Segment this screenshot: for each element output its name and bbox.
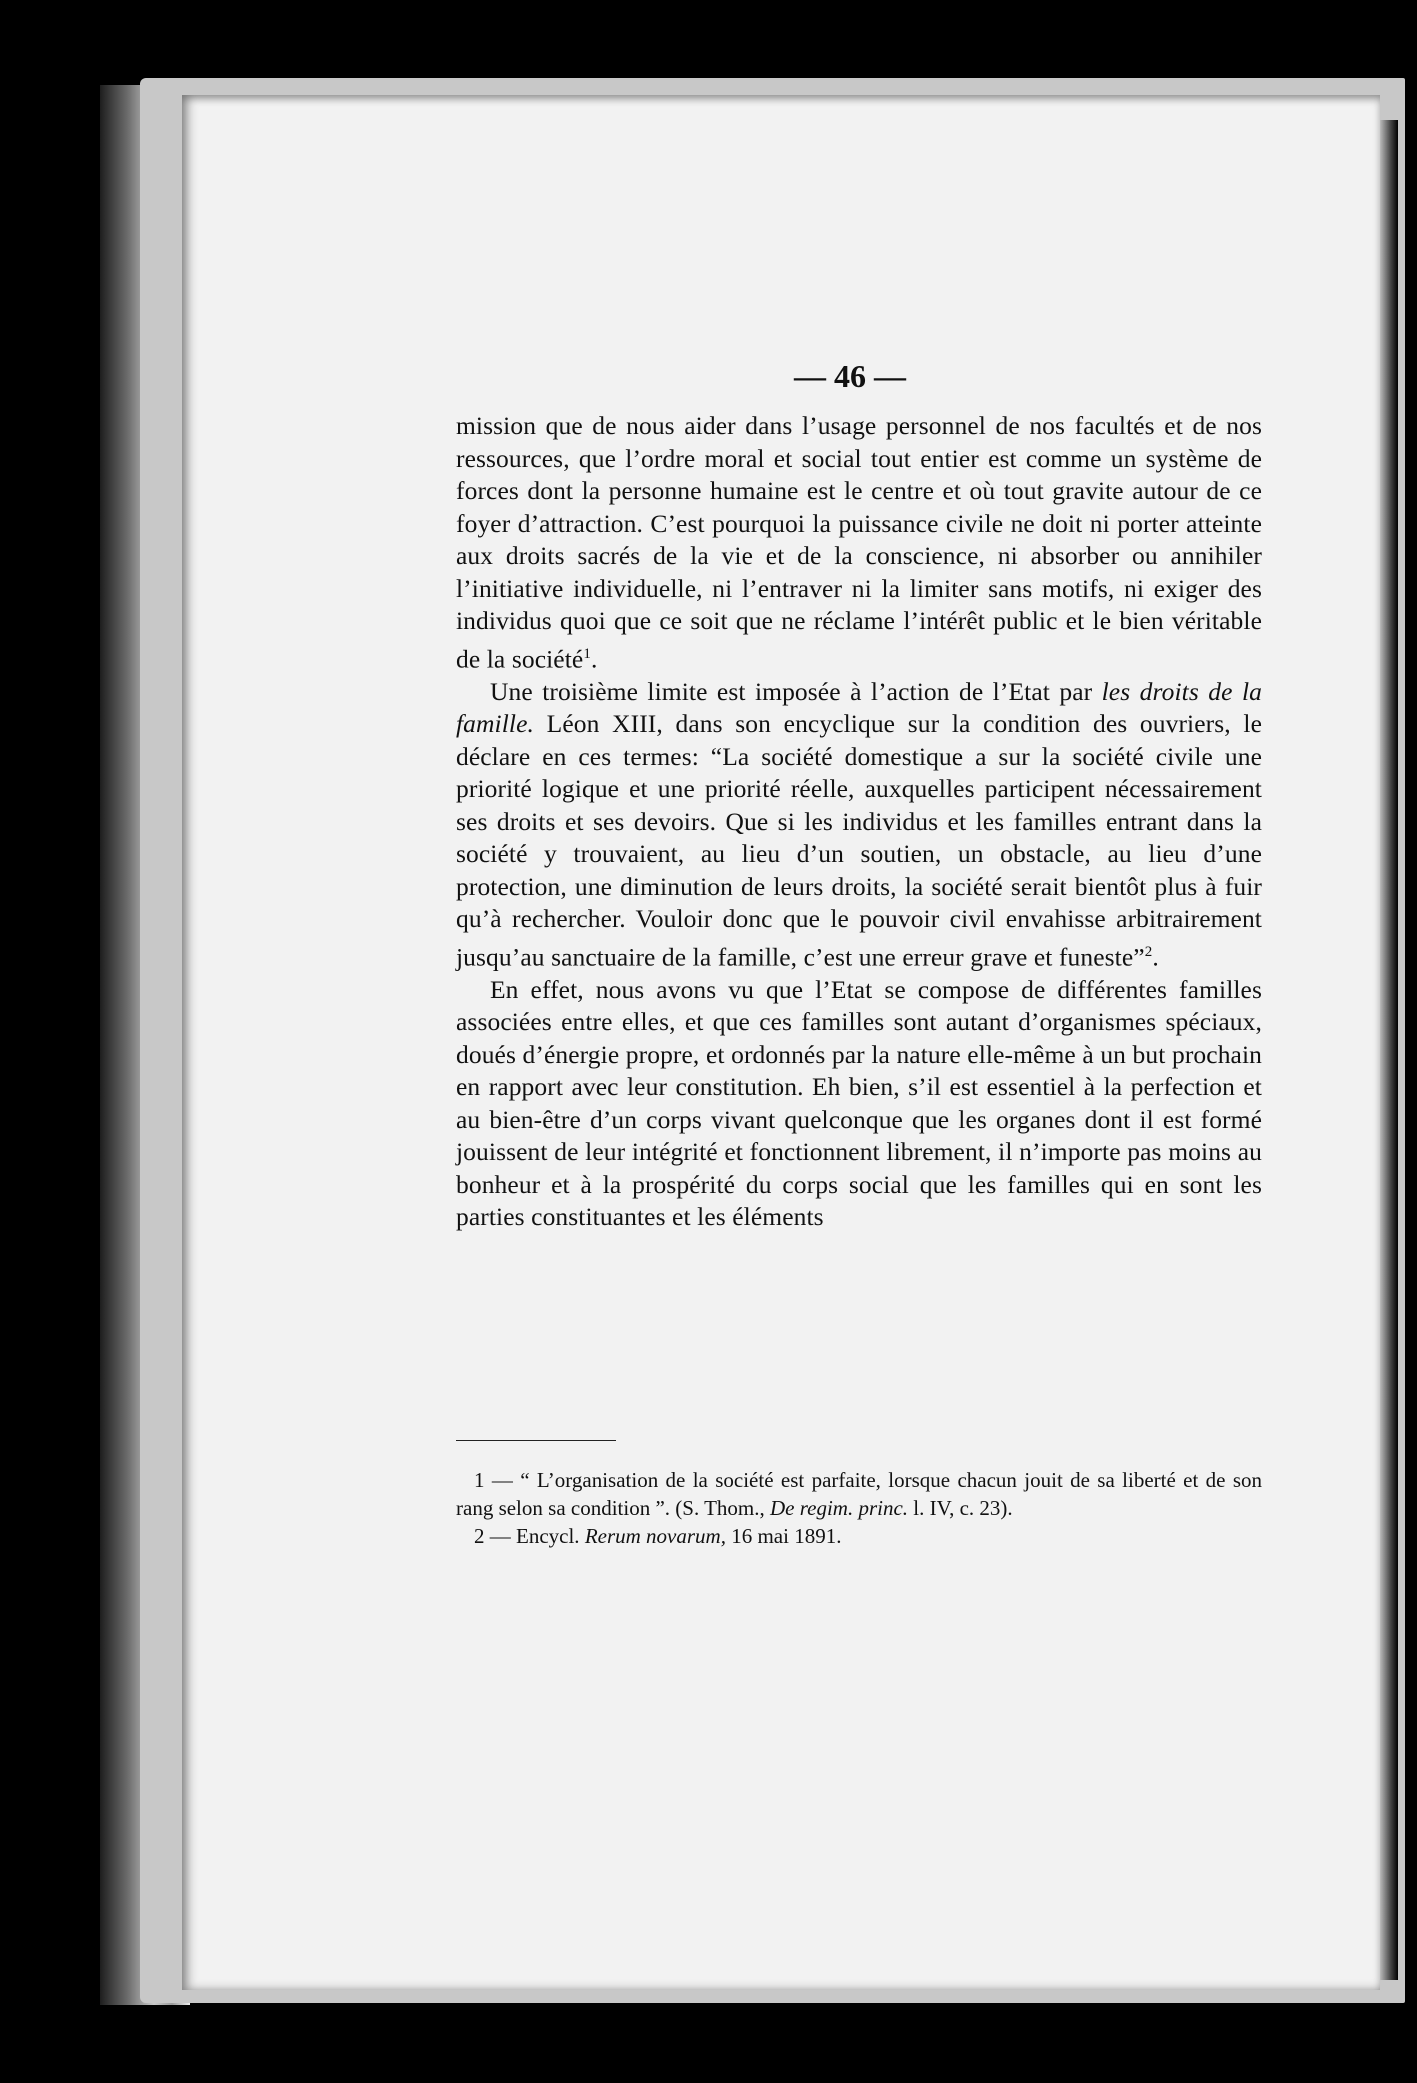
- footnote-ref-2: 2: [1144, 943, 1153, 960]
- footnote-2: 2 — Encycl. Rerum novarum, 16 mai 1891.: [474, 1524, 842, 1548]
- body-text: [456, 410, 1262, 1234]
- footnote-ref-1: 1: [583, 645, 591, 662]
- paragraph-2: Une troisième limite est imposée à l’action de l’Etat par les droits de la famille. Léon XIII, dans son encyclique sur la condition des ouvriers, le déclare en ces termes: “La société domestique a sur la société civile une priorité logique et une priorité réelle, auxquelles participent nécessairement ses droits et ses devoirs. Que si les individus et les familles entrant dans la société y trouvaient, au lieu d’un soutien, un obstacle, au lieu d’une protection, une diminution de leurs droits, la société serait bientôt plus à fuir qu’à rechercher. Vouloir donc que le pouvoir civil envahisse arbitrairement jusqu’au sanctuaire de la famille, c’est une erreur grave et funeste”$^2$.: [456, 676, 1262, 971]
- footnote-1: 1 — “ L’organisation de la société est parfaite, lorsque chacun jouit de sa liberté et de son rang selon sa condition ”. (S. Thom., De regim. princ. l. IV, c. 23).: [456, 1468, 1262, 1520]
- page-number: — 46 —: [794, 358, 906, 394]
- page-right-shadow: [1380, 120, 1398, 1980]
- footnote-divider: [456, 1440, 616, 1441]
- paragraph-3: En effet, nous avons vu que l’Etat se compose de différentes familles associées entre elles, et que ces familles sont autant d’organismes spéciaux, doués d’énergie propre, et ordonnés par la nature elle-même à un but prochain en rapport avec leur constitution. Eh bien, s’il est essentiel à la perfection et au bien-être d’un corps vivant quelconque que les organes dont il est formé jouissent de leur intégrité et fonctionnent librement, il n’importe pas moins au bonheur et à la prospérité du corps social que les familles qui en sont les parties constituantes et les éléments: [456, 974, 1262, 1231]
- italic-phrase: les droits de la famille.: [456, 676, 1262, 738]
- footnotes: [456, 1466, 1262, 1550]
- paragraph-1: mission que de nous aider dans l’usage personnel de nos facultés et de nos ressources, que l’ordre moral et social tout entier est comme un système de forces dont la personne humaine est le centre et où tout gravite autour de ce foyer d’attraction. C’est pourquoi la puissance civile ne doit ni porter atteinte aux droits sacrés de la vie et de la conscience, ni absorber ou annihiler l’initiative individuelle, ni l’entraver ni la limiter sans motifs, ni exiger des individus quoi que ce soit que ne réclame l’intérêt public et le bien véritable de la société$^1$.: [456, 411, 1262, 673]
